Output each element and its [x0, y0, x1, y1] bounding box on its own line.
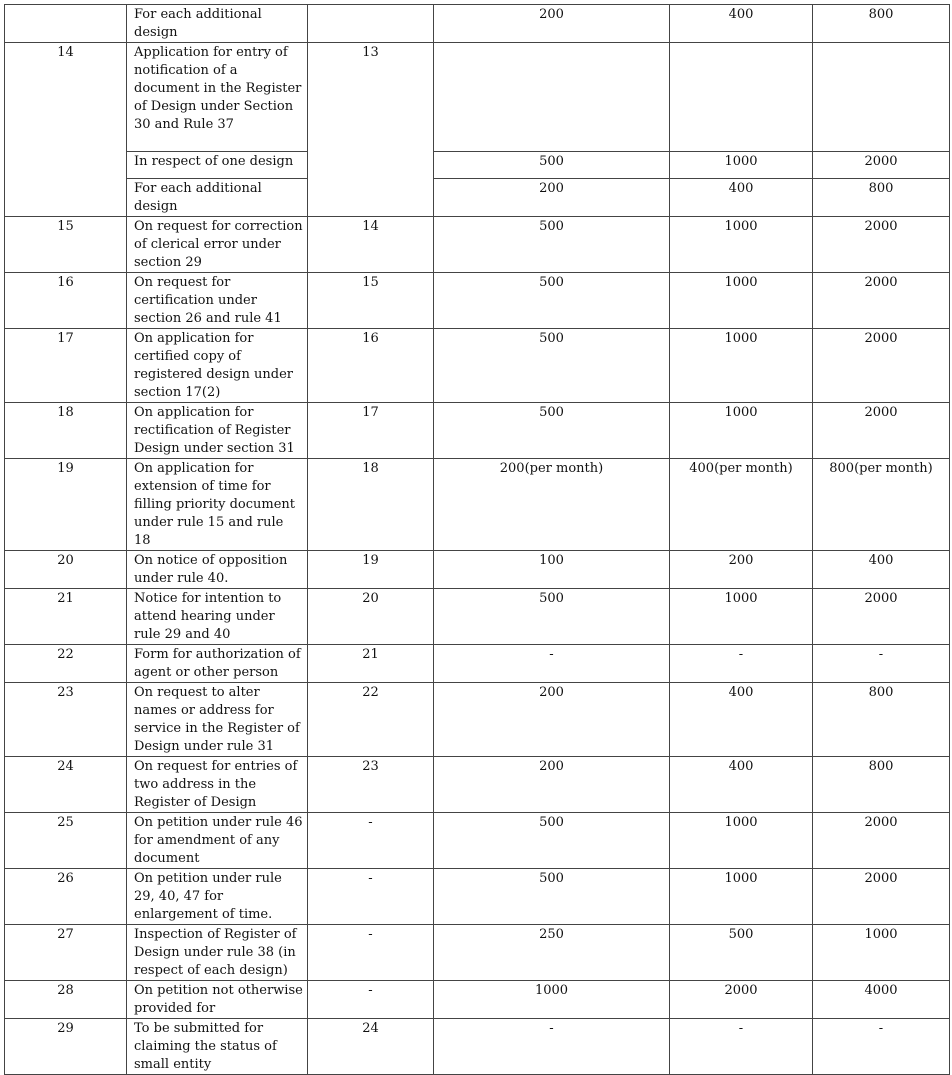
fee-cell-1: 500 [434, 273, 670, 329]
form-no-cell: - [308, 925, 434, 981]
table-row [5, 179, 950, 217]
form-no-cell: 20 [308, 589, 434, 645]
fee-cell-1: 250 [434, 925, 670, 981]
description-cell: Inspection of Register of Design under rule 38 (in respect of each design) [127, 925, 308, 981]
fee-cell-3: 1000 [813, 925, 950, 981]
fee-cell-3: 2000 [813, 869, 950, 925]
fee-cell-3: 2000 [813, 217, 950, 273]
serial-no-cell: 21 [5, 589, 127, 645]
serial-no-cell: 22 [5, 645, 127, 683]
form-no-cell: 22 [308, 683, 434, 757]
serial-no-cell: 20 [5, 551, 127, 589]
form-no-cell: 23 [308, 757, 434, 813]
fee-cell-1: 100 [434, 551, 670, 589]
description-cell: On notice of opposition under rule 40. [127, 551, 308, 589]
fee-cell-2: 200 [670, 551, 813, 589]
fee-cell-2 [670, 43, 813, 152]
description-cell: Notice for intention to attend hearing under rule 29 and 40 [127, 589, 308, 645]
fee-cell-2: 1000 [670, 869, 813, 925]
fee-cell-2: 2000 [670, 981, 813, 1019]
table-row [5, 551, 950, 589]
serial-no-cell: 24 [5, 757, 127, 813]
fee-cell-3: 4000 [813, 981, 950, 1019]
fee-cell-3: - [813, 1019, 950, 1075]
fee-cell-2: 1000 [670, 813, 813, 869]
form-no-cell: 13 [308, 43, 434, 217]
fee-cell-2: 400 [670, 683, 813, 757]
description-cell: Form for authorization of agent or other person [127, 645, 308, 683]
form-no-cell: 14 [308, 217, 434, 273]
fee-cell-2: 1000 [670, 589, 813, 645]
form-no-cell: 21 [308, 645, 434, 683]
fee-cell-3: 800 [813, 683, 950, 757]
table-row [5, 273, 950, 329]
table-row [5, 43, 950, 152]
description-cell: For each additional design [127, 5, 308, 43]
form-no-cell: - [308, 869, 434, 925]
form-no-cell: 18 [308, 459, 434, 551]
table-row [5, 1019, 950, 1075]
description-cell: On request for certification under section 26 and rule 41 [127, 273, 308, 329]
description-cell: On petition not otherwise provided for [127, 981, 308, 1019]
serial-no-cell: 18 [5, 403, 127, 459]
description-cell: On application for certified copy of registered design under section 17(2) [127, 329, 308, 403]
fee-cell-3: - [813, 645, 950, 683]
fee-cell-3: 2000 [813, 152, 950, 179]
fee-cell-1: 500 [434, 403, 670, 459]
fee-cell-3: 800 [813, 757, 950, 813]
description-cell: On petition under rule 29, 40, 47 for enlargement of time. [127, 869, 308, 925]
fee-cell-3: 800 [813, 179, 950, 217]
serial-no-cell [5, 5, 127, 43]
table-row [5, 403, 950, 459]
table-row [5, 152, 950, 179]
serial-no-cell: 27 [5, 925, 127, 981]
form-no-cell: 19 [308, 551, 434, 589]
table-row [5, 645, 950, 683]
serial-no-cell: 29 [5, 1019, 127, 1075]
fee-cell-1: - [434, 645, 670, 683]
serial-no-cell: 15 [5, 217, 127, 273]
fee-cell-2: 500 [670, 925, 813, 981]
description-cell: On request for entries of two address in the Register of Design [127, 757, 308, 813]
description-cell: On request to alter names or address for service in the Register of Design under rule 31 [127, 683, 308, 757]
fee-cell-3: 2000 [813, 329, 950, 403]
description-cell: On request for correction of clerical error under section 29 [127, 217, 308, 273]
description-cell: On petition under rule 46 for amendment of any document [127, 813, 308, 869]
fee-cell-1: 200 [434, 179, 670, 217]
fee-cell-1: 500 [434, 217, 670, 273]
form-no-cell: - [308, 981, 434, 1019]
fee-cell-1: 500 [434, 329, 670, 403]
fee-cell-2: 400 [670, 179, 813, 217]
fee-cell-3 [813, 43, 950, 152]
fee-cell-3: 800 [813, 5, 950, 43]
fee-cell-2: - [670, 1019, 813, 1075]
description-cell: For each additional design [127, 179, 308, 217]
table-row [5, 459, 950, 551]
description-cell: On application for rectification of Register Design under section 31 [127, 403, 308, 459]
table-row [5, 869, 950, 925]
serial-no-cell: 16 [5, 273, 127, 329]
description-cell: Application for entry of notification of a document in the Register of Design under Section 30 and Rule 37 [127, 43, 308, 152]
fee-cell-1: 200 [434, 683, 670, 757]
fee-cell-2: 400(per month) [670, 459, 813, 551]
form-no-cell: 15 [308, 273, 434, 329]
fee-cell-2: 1000 [670, 403, 813, 459]
fee-cell-3: 2000 [813, 403, 950, 459]
serial-no-cell: 23 [5, 683, 127, 757]
fee-cell-3: 2000 [813, 273, 950, 329]
fee-cell-1: 500 [434, 152, 670, 179]
table-row [5, 329, 950, 403]
fee-cell-1: 500 [434, 869, 670, 925]
fee-cell-1 [434, 43, 670, 152]
fee-cell-3: 800(per month) [813, 459, 950, 551]
fee-cell-2: 1000 [670, 217, 813, 273]
serial-no-cell: 26 [5, 869, 127, 925]
fee-cell-1: 200(per month) [434, 459, 670, 551]
fee-cell-2: 400 [670, 757, 813, 813]
fee-cell-1: 200 [434, 5, 670, 43]
table-row [5, 589, 950, 645]
fee-cell-2: 1000 [670, 329, 813, 403]
table-row [5, 757, 950, 813]
serial-no-cell: 19 [5, 459, 127, 551]
serial-no-cell: 28 [5, 981, 127, 1019]
table-row [5, 683, 950, 757]
form-no-cell: 24 [308, 1019, 434, 1075]
fee-cell-1: 500 [434, 589, 670, 645]
form-no-cell [308, 5, 434, 43]
fee-cell-2: - [670, 645, 813, 683]
table-row [5, 925, 950, 981]
table-row [5, 813, 950, 869]
fee-cell-3: 2000 [813, 589, 950, 645]
fee-cell-3: 400 [813, 551, 950, 589]
fee-cell-2: 400 [670, 5, 813, 43]
fee-cell-1: 1000 [434, 981, 670, 1019]
description-cell: On application for extension of time for filling priority document under rule 15 and rule 18 [127, 459, 308, 551]
description-cell: To be submitted for claiming the status of small entity [127, 1019, 308, 1075]
serial-no-cell: 14 [5, 43, 127, 217]
table-row [5, 981, 950, 1019]
form-no-cell: 17 [308, 403, 434, 459]
description-cell: In respect of one design [127, 152, 308, 179]
fee-cell-3: 2000 [813, 813, 950, 869]
fee-cell-2: 1000 [670, 273, 813, 329]
table-row [5, 217, 950, 273]
serial-no-cell: 25 [5, 813, 127, 869]
fee-cell-1: 200 [434, 757, 670, 813]
fee-cell-1: 500 [434, 813, 670, 869]
fee-schedule-table [4, 4, 950, 1075]
fee-cell-1: - [434, 1019, 670, 1075]
form-no-cell: - [308, 813, 434, 869]
form-no-cell: 16 [308, 329, 434, 403]
serial-no-cell: 17 [5, 329, 127, 403]
fee-cell-2: 1000 [670, 152, 813, 179]
table-row [5, 5, 950, 43]
